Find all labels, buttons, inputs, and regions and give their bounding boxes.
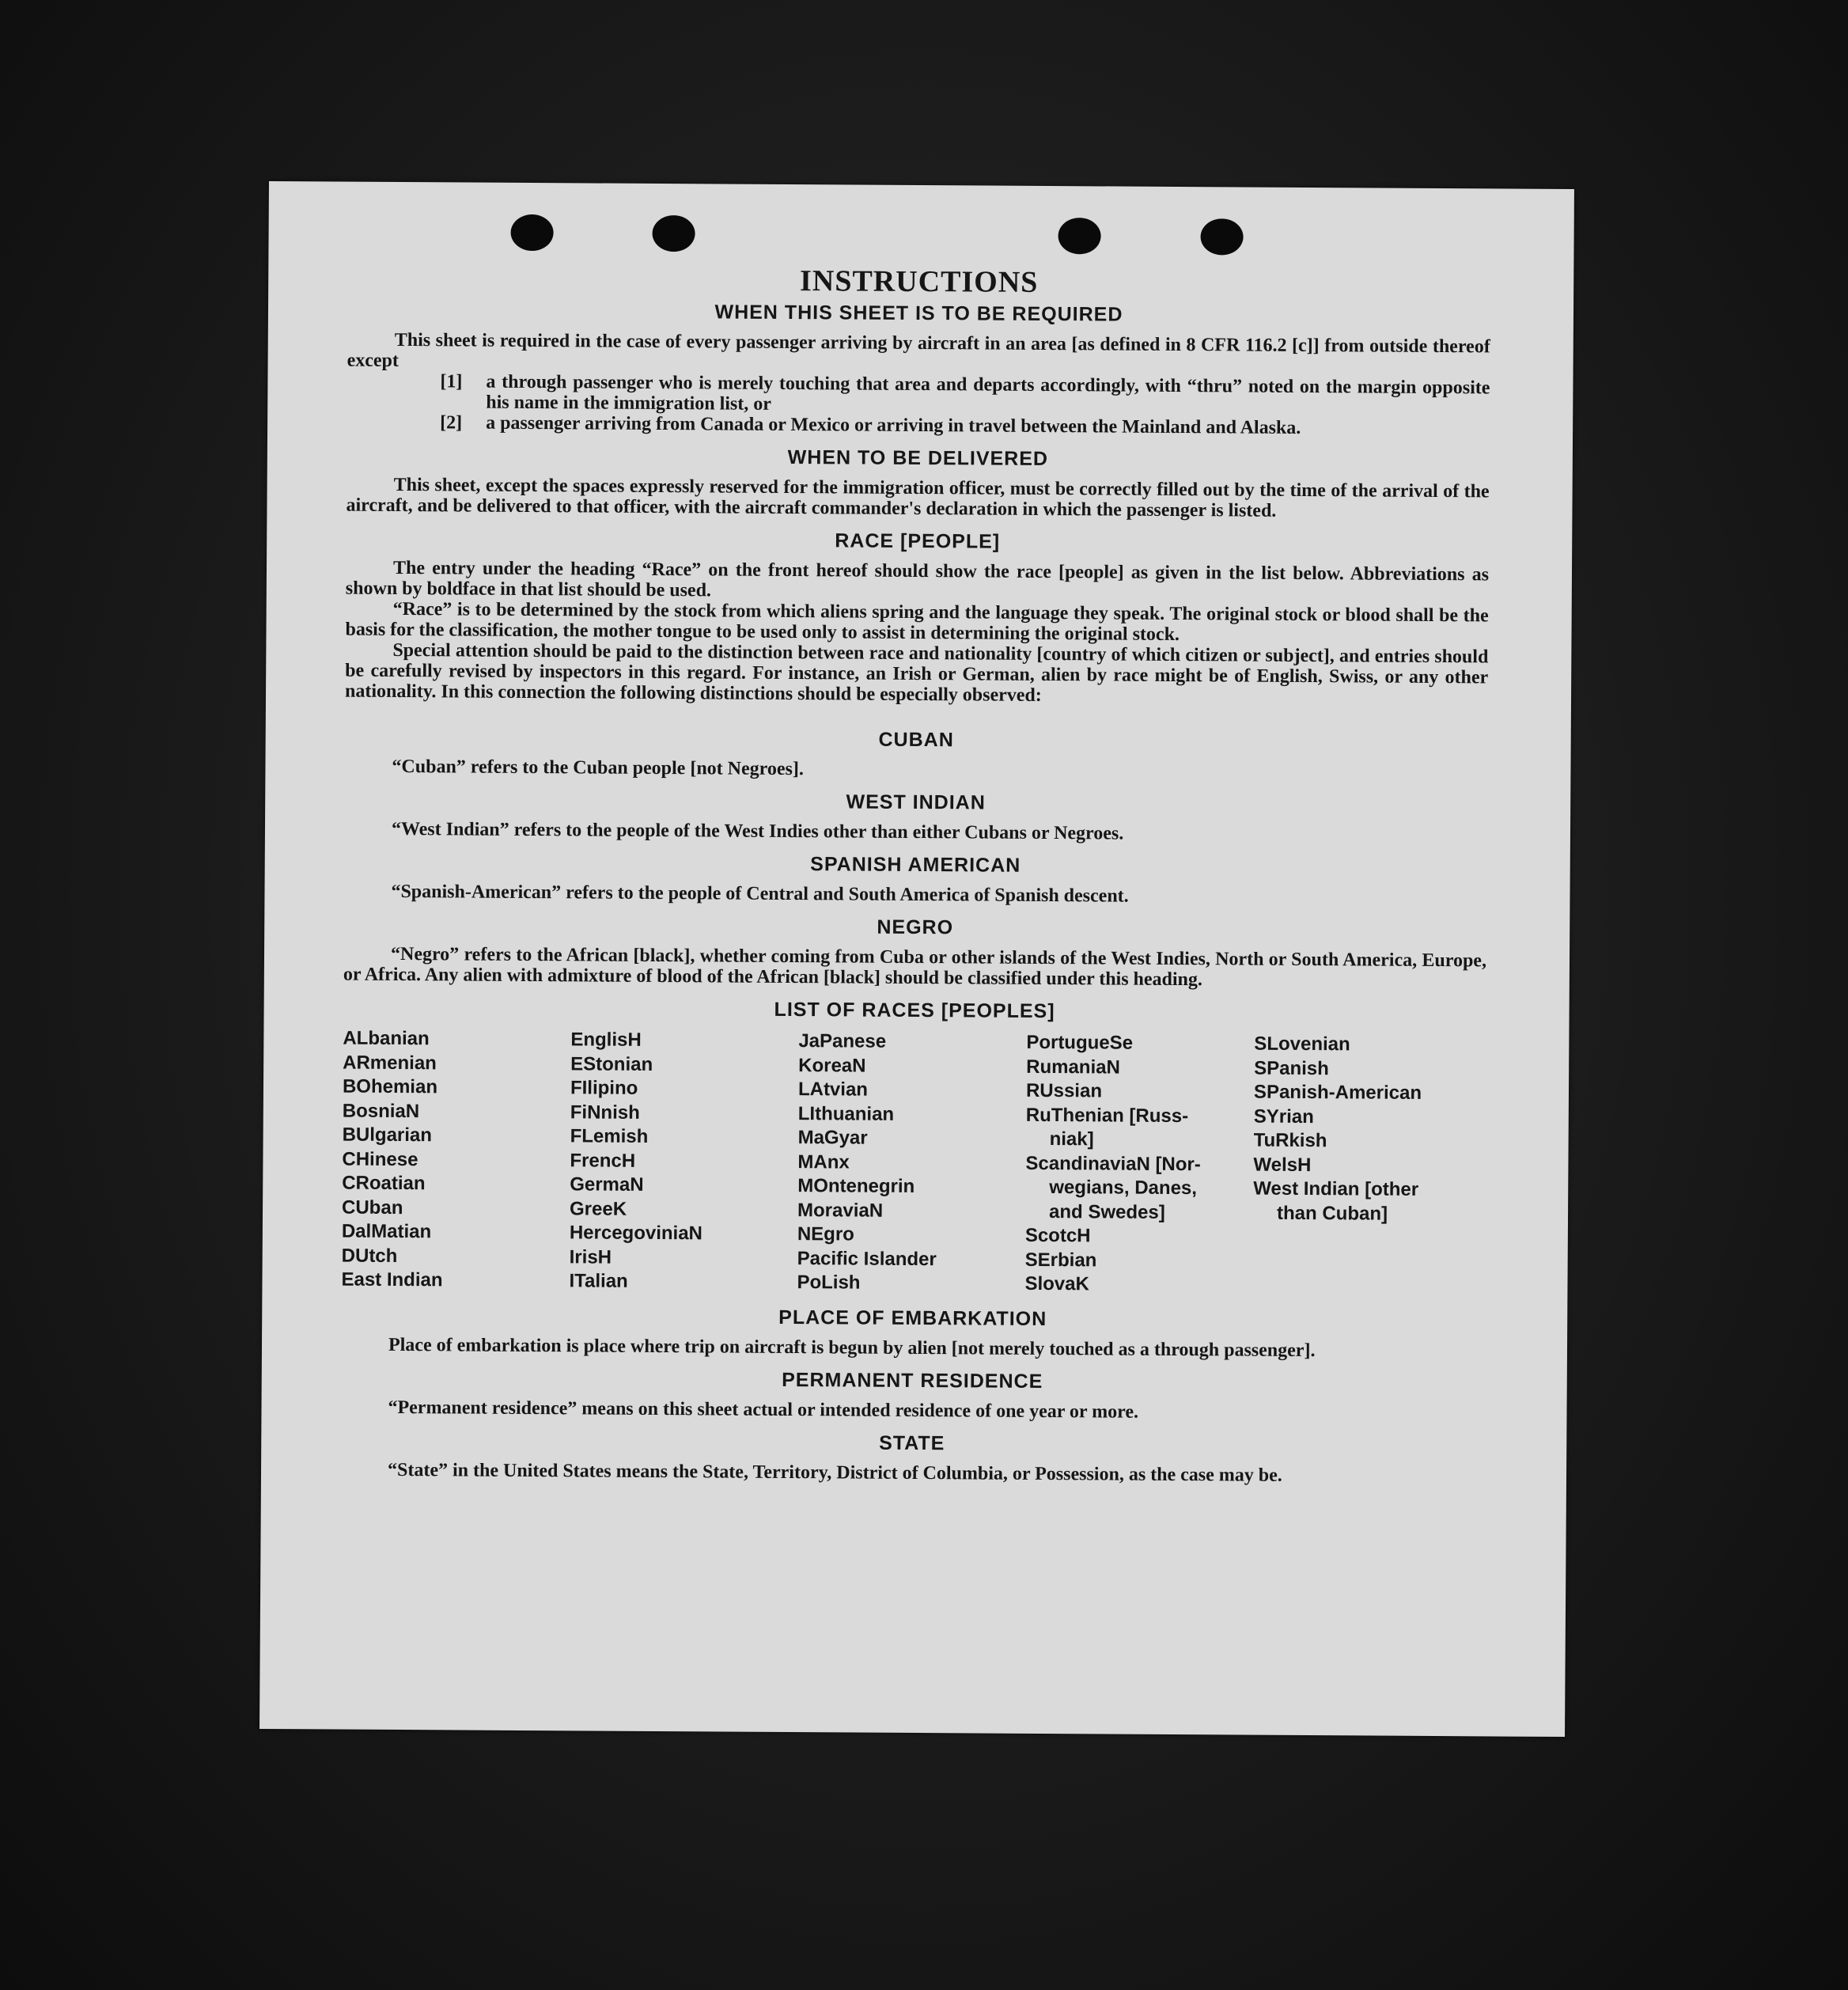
race-entry: SLovenian (1254, 1033, 1350, 1056)
races-column (341, 1027, 570, 1294)
page-title: INSTRUCTIONS (799, 264, 1039, 299)
heading-required: WHEN THIS SHEET IS TO BE REQUIRED (714, 301, 1123, 326)
race-entry: MoraviaN (797, 1199, 884, 1222)
heading-cuban: CUBAN (878, 728, 954, 752)
race-entry: FIlipino (570, 1077, 638, 1099)
delivered-text: This sheet, except the spaces expressly reserved for the immigration officer, must be correctly filled out by the time of the arrival of the aircraft, and be delivered to that officer, with the aircraft commander's declaration in which the passenger is listed. (346, 474, 1490, 521)
exception-number: [1] (440, 371, 463, 392)
race-entry: East Indian (341, 1268, 443, 1291)
race-entry: RuThenian [Russ- (1025, 1104, 1189, 1127)
race-entry: than Cuban] (1276, 1202, 1388, 1225)
race-entry: ScandinaviaN [Nor- (1025, 1152, 1201, 1175)
race-entry: EStonian (570, 1052, 653, 1075)
race-entry: MOntenegrin (797, 1175, 915, 1197)
race-entry: CUban (341, 1196, 403, 1219)
heading-embarkation: PLACE OF EMBARKATION (778, 1306, 1047, 1330)
residence-text: “Permanent residence” means on this sheet actual or intended residence of one year or more. (388, 1397, 1139, 1423)
punch-hole (1058, 218, 1100, 254)
required-intro: This sheet is required in the case of every passenger arriving by aircraft in an area [as defined in 8 CFR 116.2 [c]] from outside thereof except (346, 329, 1490, 371)
race-entry: EnglisH (570, 1029, 642, 1051)
race-entry: LAtvian (797, 1078, 869, 1101)
cuban-text: “Cuban” refers to the Cuban people [not Negroes]. (392, 756, 804, 780)
exception-text: a through passenger who is merely touching that area and departs accordingly, with “thru” noted on the margin opposite his name in the immigration list, or (486, 371, 1490, 415)
race-entry: FLemish (570, 1125, 649, 1147)
races-column (797, 1029, 1026, 1296)
race-entry: West Indian [other (1253, 1177, 1419, 1200)
negro-text: “Negro” refers to the African [black], whether coming from Cuba or other islands of the West Indies, North or South America, Europe, or Africa. Any alien with admixture of blood of the African [black] should be classified under this heading. (343, 943, 1487, 991)
race-entry: niak] (1049, 1128, 1094, 1150)
race-entry: and Swedes] (1048, 1200, 1165, 1223)
race-entry: MAnx (797, 1150, 850, 1173)
races-column (569, 1028, 798, 1294)
heading-race: RACE [PEOPLE] (835, 529, 1001, 553)
race-paragraph-2: “Race” is to be determined by the stock from which aliens spring and the language they speak. The original stock or blood shall be the basis for the classification, the mother tongue to be used only to assist in determining the original stock. (345, 598, 1489, 646)
race-paragraph-1: The entry under the heading “Race” on the front hereof should show the race [people] as given in the list below. Abbreviations as shown by boldface in that list should be used. (345, 557, 1490, 601)
race-entry: ARmenian (343, 1052, 437, 1074)
race-entry: ALbanian (343, 1027, 430, 1050)
punch-hole (652, 215, 695, 252)
race-entry: DalMatian (341, 1220, 432, 1243)
race-entry: SErbian (1024, 1249, 1097, 1271)
race-entry: GreeK (569, 1197, 627, 1220)
race-entry: WelsH (1253, 1154, 1312, 1176)
race-entry: Pacific Islander (797, 1247, 937, 1270)
heading-negro: NEGRO (877, 915, 954, 939)
race-entry: RumaniaN (1026, 1056, 1120, 1078)
exception-text: a passenger arriving from Canada or Mexico or arriving in travel between the Mainland and Alaska. (486, 412, 1301, 438)
heading-permanent-residence: PERMANENT RESIDENCE (782, 1368, 1043, 1393)
heading-west-indian: WEST INDIAN (846, 790, 986, 814)
race-entry: SPanish-American (1253, 1081, 1422, 1104)
race-entry: HercegoviniaN (569, 1222, 703, 1245)
race-entry: BUlgarian (342, 1124, 433, 1147)
race-entry: CRoatian (342, 1172, 426, 1195)
state-text: “State” in the United States means the State, Territory, District of Columbia, or Possession, as the case may be. (387, 1459, 1282, 1486)
punch-hole (1200, 218, 1243, 255)
race-entry: BOhemian (342, 1075, 438, 1098)
race-entry: RUssian (1025, 1079, 1103, 1102)
race-entry: MaGyar (797, 1127, 868, 1149)
race-entry: KoreaN (798, 1054, 866, 1077)
race-entry: ScotcH (1024, 1224, 1091, 1247)
race-entry: wegians, Danes, (1049, 1177, 1198, 1200)
race-entry: PortugueSe (1026, 1031, 1134, 1054)
heading-delivered: WHEN TO BE DELIVERED (787, 445, 1049, 471)
race-entry: IrisH (569, 1245, 612, 1268)
race-entry: BosniaN (342, 1100, 420, 1122)
punch-hole (510, 214, 553, 251)
heading-list-of-races: LIST OF RACES [PEOPLES] (774, 998, 1055, 1023)
heading-state: STATE (879, 1431, 945, 1454)
exception-number: [2] (440, 412, 463, 434)
document-sheet (259, 181, 1574, 1737)
heading-spanish-american: SPANISH AMERICAN (810, 853, 1021, 877)
races-column (1024, 1031, 1254, 1298)
race-entry: GermaN (570, 1173, 644, 1196)
exception-item (440, 371, 1490, 419)
race-entry: SlovaK (1024, 1272, 1089, 1295)
race-entry: FrencH (570, 1149, 636, 1172)
races-column (1252, 1033, 1482, 1299)
race-entry: JaPanese (798, 1030, 887, 1052)
race-entry: SPanish (1254, 1057, 1329, 1079)
race-entry: ITalian (569, 1270, 628, 1292)
race-entry: NEgro (797, 1223, 854, 1245)
race-entry: DUtch (341, 1245, 398, 1267)
race-entry: PoLish (797, 1272, 861, 1294)
race-entry: LIthuanian (797, 1102, 895, 1125)
race-entry: TuRkish (1253, 1129, 1327, 1152)
west-indian-text: “West Indian” refers to the people of the West Indies other than either Cubans or Negroes. (391, 818, 1124, 844)
race-paragraph-3: Special attention should be paid to the distinction between race and nationality [country of which citizen or subject], and entries should be carefully revised by inspectors in this regard. For instance, an Irish or German, alien by race might be of English, Swiss, or any other nationality. In this connection the following distinctions should be especially observed: (344, 639, 1489, 706)
race-entry: SYrian (1253, 1105, 1314, 1128)
embarkation-text: Place of embarkation is place where trip on aircraft is begun by alien [not merely touched as a through passenger]. (388, 1334, 1316, 1361)
races-list (341, 1027, 1486, 1299)
spanish-american-text: “Spanish-American” refers to the people of Central and South America of Spanish descent. (391, 881, 1129, 907)
race-entry: CHinese (342, 1148, 418, 1170)
instructions-content (340, 261, 1490, 1487)
race-entry: FiNnish (570, 1101, 640, 1124)
